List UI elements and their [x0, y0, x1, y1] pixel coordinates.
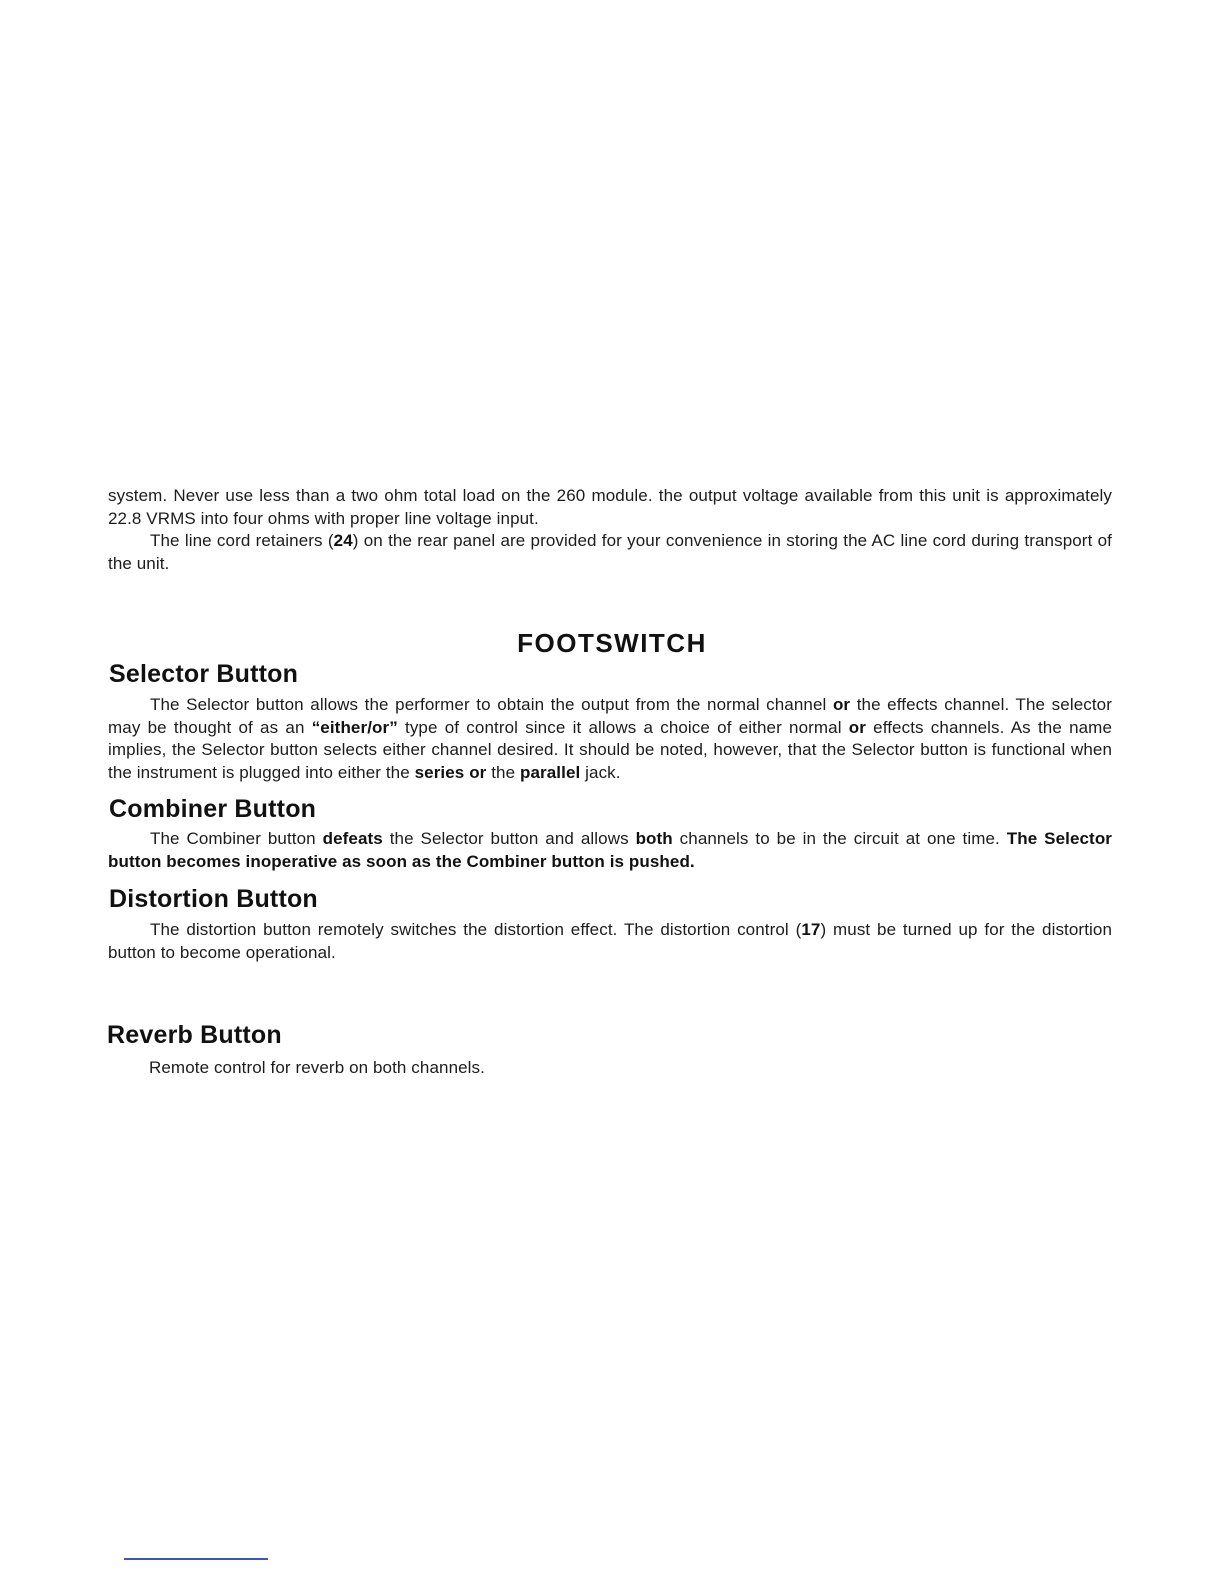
combiner-bold-1: defeats	[322, 829, 383, 848]
distortion-paragraph	[108, 919, 1112, 964]
footnote-rule	[124, 1558, 268, 1560]
section-title: FOOTSWITCH	[517, 628, 707, 658]
reverb-text: Remote control for reverb on both channels.	[149, 1058, 485, 1077]
combiner-text-1: The Combiner button	[150, 829, 323, 848]
selector-bold-5: parallel	[519, 762, 581, 782]
reverb-heading: Reverb Button	[107, 1021, 282, 1049]
distortion-heading: Distortion Button	[109, 885, 318, 913]
selector-text-5: the	[486, 762, 520, 782]
figure-reference-24: 24	[333, 531, 353, 550]
selector-bold-2: “either/or”	[311, 717, 398, 737]
figure-reference-17: 17	[801, 920, 821, 939]
selector-paragraph	[108, 694, 1112, 784]
combiner-heading: Combiner Button	[109, 795, 317, 823]
selector-heading: Selector Button	[109, 660, 299, 688]
selector-bold-1: or	[832, 695, 851, 714]
selector-text-2: the effects channel. The selector may be thought of as an	[108, 695, 1112, 737]
combiner-text-2: the Selector button and allows	[382, 829, 636, 848]
selector-bold-4: series or	[414, 762, 487, 782]
intro-p2-after: ) on the rear panel are provided for your convenience in storing the AC line cord during transport of the unit.	[108, 531, 1112, 573]
combiner-bold-2: both	[635, 829, 673, 848]
combiner-text-3: channels to be in the circuit at one time.	[672, 829, 1007, 848]
intro-p2-before: The line cord retainers (	[150, 531, 334, 550]
intro-paragraph-1	[108, 485, 1112, 530]
intro-paragraph-1-text: system. Never use less than a two ohm total load on the 260 module. the output voltage available from this unit is approximately 22.8 VRMS into four ohms with proper line voltage input.	[108, 486, 1112, 528]
selector-text-4: effects channels. As the name implies, the Selector button selects either channel desired. It should be noted, however, that the Selector button is functional when the instrument is plugged into either the	[108, 717, 1112, 782]
selector-text-3: type of control since it allows a choice of either normal	[397, 717, 849, 737]
distortion-text-2: ) must be turned up for the distortion button to become operational.	[108, 920, 1112, 962]
reverb-paragraph	[149, 1057, 1049, 1080]
combiner-paragraph	[108, 828, 1112, 873]
combiner-bold-3: The Selector button becomes inoperative as soon as the Combiner button is pushed.	[108, 829, 1113, 871]
intro-paragraph-2	[108, 530, 1112, 575]
selector-text-1: The Selector button allows the performer to obtain the output from the normal channel	[150, 695, 833, 714]
selector-text-6: jack.	[580, 762, 621, 782]
distortion-text-1: The distortion button remotely switches the distortion effect. The distortion control (	[150, 920, 802, 939]
selector-bold-3: or	[848, 717, 866, 737]
